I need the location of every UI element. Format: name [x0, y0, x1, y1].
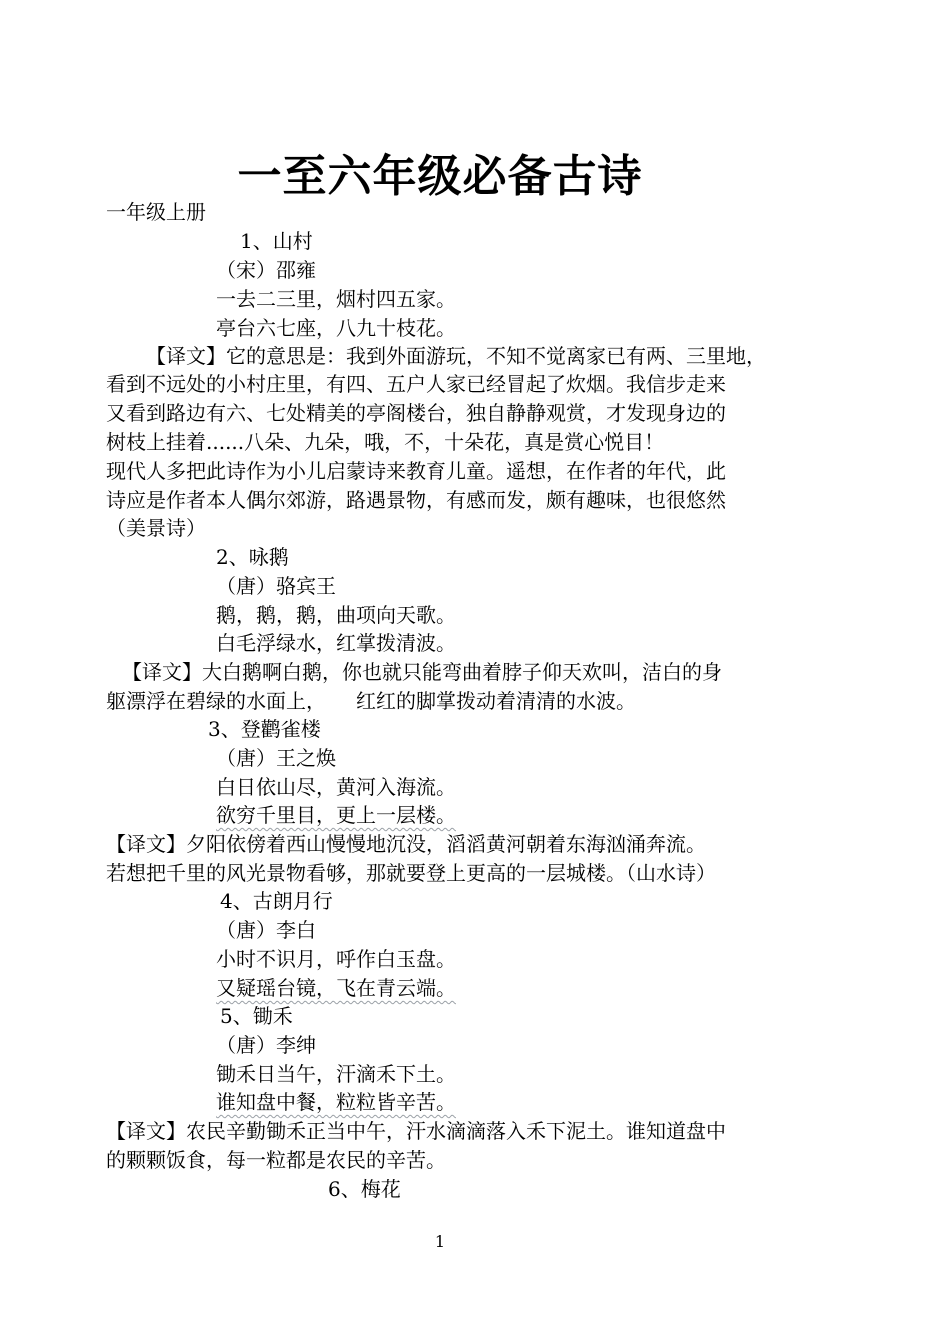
poem-line: 一去二三里，烟村四五家。	[216, 287, 456, 311]
translation-line: 【译文】农民辛勤锄禾正当中午，汗水滴滴落入禾下泥土。谁知道盘中	[106, 1119, 726, 1143]
translation-line: 躯漂浮在碧绿的水面上， 红红的脚掌拨动着清清的水波。	[106, 689, 636, 713]
translation-line: 的颗颗饭食，每一粒都是农民的辛苦。	[106, 1148, 446, 1172]
poem-line: 亭台六七座，八九十枝花。	[216, 316, 456, 340]
section-heading: 一年级上册	[106, 200, 206, 224]
poem-line: 白毛浮绿水，红掌拨清波。	[216, 631, 456, 655]
poem-line: 鹅，鹅，鹅，曲项向天歌。	[216, 603, 456, 627]
poem-heading: 1、山村	[240, 229, 313, 253]
translation-line: 若想把千里的风光景物看够，那就要登上更高的一层城楼。（山水诗）	[106, 861, 716, 885]
poem-line: 白日依山尽，黄河入海流。	[216, 775, 456, 799]
poem-author: （唐）李白	[216, 918, 316, 942]
poem-author: （唐）王之焕	[216, 746, 336, 770]
poem-author: （唐）骆宾王	[216, 574, 336, 598]
poem-heading: 5、锄禾	[220, 1004, 293, 1028]
translation-line: 树枝上挂着......八朵、九朵，哦，不，十朵花，真是赏心悦目！	[106, 430, 665, 454]
translation-line: 【译文】它的意思是：我到外面游玩，不知不觉离家已有两、三里地，	[146, 344, 766, 368]
wavy-underline: 欲穷千里目，更上一层楼。	[216, 803, 456, 827]
poem-line	[216, 801, 456, 829]
note-line: 现代人多把此诗作为小儿启蒙诗来教育儿童。遥想，在作者的年代，此	[106, 459, 726, 483]
page-title: 一至六年级必备古诗	[237, 151, 643, 202]
poem-author: （宋）邵雍	[216, 258, 316, 282]
note-line: （美景诗）	[106, 516, 206, 540]
note-line: 诗应是作者本人偶尔郊游，路遇景物，有感而发，颇有趣味，也很悠然	[106, 488, 726, 512]
poem-line: 谁知盘中餐，粒粒皆辛苦。	[216, 1090, 456, 1114]
poem-heading: 3、登鹳雀楼	[208, 717, 321, 741]
translation-line: 看到不远处的小村庄里，有四、五户人家已经冒起了炊烟。我信步走来	[106, 372, 726, 396]
poem-line: 锄禾日当午，汗滴禾下土。	[216, 1062, 456, 1086]
poem-line: 小时不识月，呼作白玉盘。	[216, 947, 456, 971]
poem-heading: 6、梅花	[328, 1177, 401, 1201]
poem-heading: 2、咏鹅	[216, 545, 289, 569]
poem-heading: 4、古朗月行	[220, 889, 333, 913]
page-number: 1	[434, 1232, 446, 1251]
poem-author: （唐）李绅	[216, 1033, 316, 1057]
translation-line: 【译文】大白鹅啊白鹅，你也就只能弯曲着脖子仰天欢叫，洁白的身	[122, 660, 722, 684]
translation-line: 又看到路边有六、七处精美的亭阁楼台，独自静静观赏，才发现身边的	[106, 401, 726, 425]
translation-line: 【译文】夕阳依傍着西山慢慢地沉没，滔滔黄河朝着东海汹涌奔流。	[106, 832, 706, 856]
poem-line: 又疑瑶台镜，飞在青云端。	[216, 976, 456, 1000]
